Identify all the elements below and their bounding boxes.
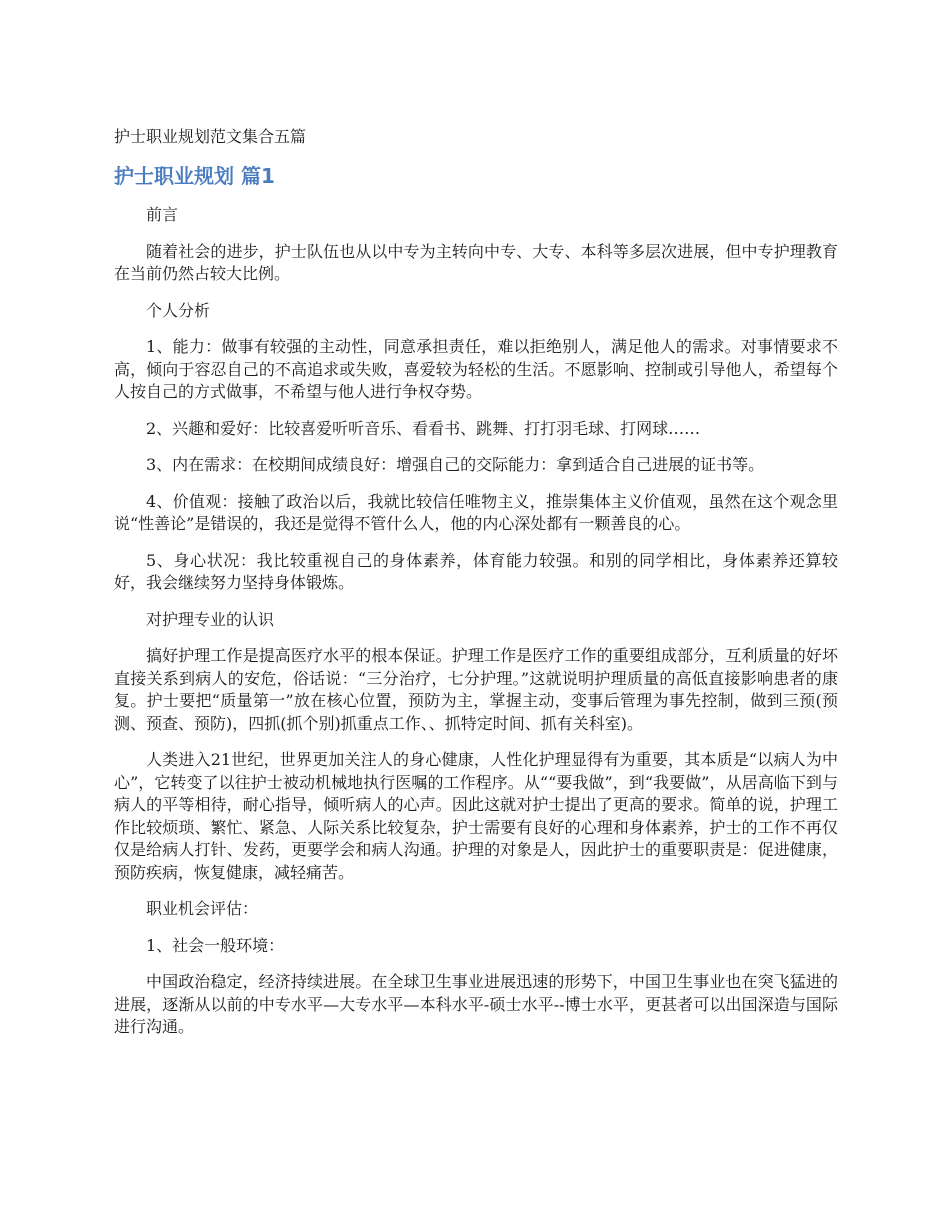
paragraph-china-development: 中国政治稳定，经济持续进展。在全球卫生事业进展迅速的形势下，中国卫生事业也在突飞猛进的进展，逐渐从以前的中专水平—大专水平—本科水平-硕士水平--博士水平，更甚者可以出国深造与国际进行沟通。 bbox=[114, 972, 838, 1036]
paragraph-nursing-understanding-heading: 对护理专业的认识 bbox=[146, 609, 275, 629]
paragraph-inner-needs: 3、内在需求：在校期间成绩良好：增强自己的交际能力：拿到适合自己进展的证书等。 bbox=[146, 455, 765, 474]
section-heading: 护士职业规划 篇1 bbox=[114, 164, 275, 188]
paragraph-social-environment-heading: 1、社会一般环境： bbox=[146, 935, 285, 955]
document-body bbox=[114, 124, 838, 1053]
paragraph-intro: 随着社会的进步，护士队伍也从以中专为主转向中专、大专、本科等多层次进展，但中专护理教育在当前仍然占较大比例。 bbox=[114, 241, 838, 283]
paragraph-21st-century: 人类进入21世纪，世界更加关注人的身心健康，人性化护理显得有为重要，其本质是“以病人为中心”，它转变了以往护士被动机械地执行医嘱的工作程序。从““要我做”，到“我要做”，从居高临下到与病人的平等相待，耐心指导，倾听病人的心声。因此这就对护士提出了更高的要求。简单的说，护理工作比较烦琐、繁忙、紧急、人际关系比较复杂，护士需要有良好的心理和身体素养，护士的工作不再仅仅是给病人打针、发药，更要学会和病人沟通。护理的对象是人，因此护士的重要职责是：促进健康，预防疾病，恢复健康，减轻痛苦。 bbox=[114, 750, 838, 882]
paragraph-health: 5、身心状况：我比较重视自己的身体素养，体育能力较强。和别的同学相比，身体素养还算较好，我会继续努力坚持身体锻炼。 bbox=[114, 550, 838, 592]
document-title: 护士职业规划范文集合五篇 bbox=[114, 127, 307, 146]
paragraph-values: 4、价值观：接触了政治以后，我就比较信任唯物主义，推崇集体主义价值观，虽然在这个观念里说“性善论”是错误的，我还是觉得不管什么人，他的内心深处都有一颗善良的心。 bbox=[114, 491, 838, 533]
paragraph-preface: 前言 bbox=[146, 205, 179, 224]
paragraph-career-opportunity-heading: 职业机会评估： bbox=[146, 899, 259, 918]
paragraph-nursing-quality: 搞好护理工作是提高医疗水平的根本保证。护理工作是医疗工作的重要组成部分，互利质量的好坏直接关系到病人的安危，俗话说：“三分治疗，七分护理。”这就说明护理质量的高低直接影响患者的康复。护士要把“质量第一”放在核心位置，预防为主，掌握主动，变事后管理为事先控制，做到三预(预测、预查、预防)，四抓(抓个别)抓重点工作、、抓特定时间、抓有关科室)。 bbox=[114, 646, 838, 733]
paragraph-personal-analysis-heading: 个人分析 bbox=[146, 300, 211, 320]
paragraph-interests: 2、兴趣和爱好：比较喜爱听听音乐、看看书、跳舞、打打羽毛球、打网球…… bbox=[146, 418, 701, 438]
paragraph-ability: 1、能力：做事有较强的主动性，同意承担责任，难以拒绝别人，满足他人的需求。对事情要求不高，倾向于容忍自己的不高追求或失败，喜爱较为轻松的生活。不愿影响、控制或引导他人，希望每个人按自己的方式做事，不希望与他人进行争权夺势。 bbox=[114, 337, 838, 401]
